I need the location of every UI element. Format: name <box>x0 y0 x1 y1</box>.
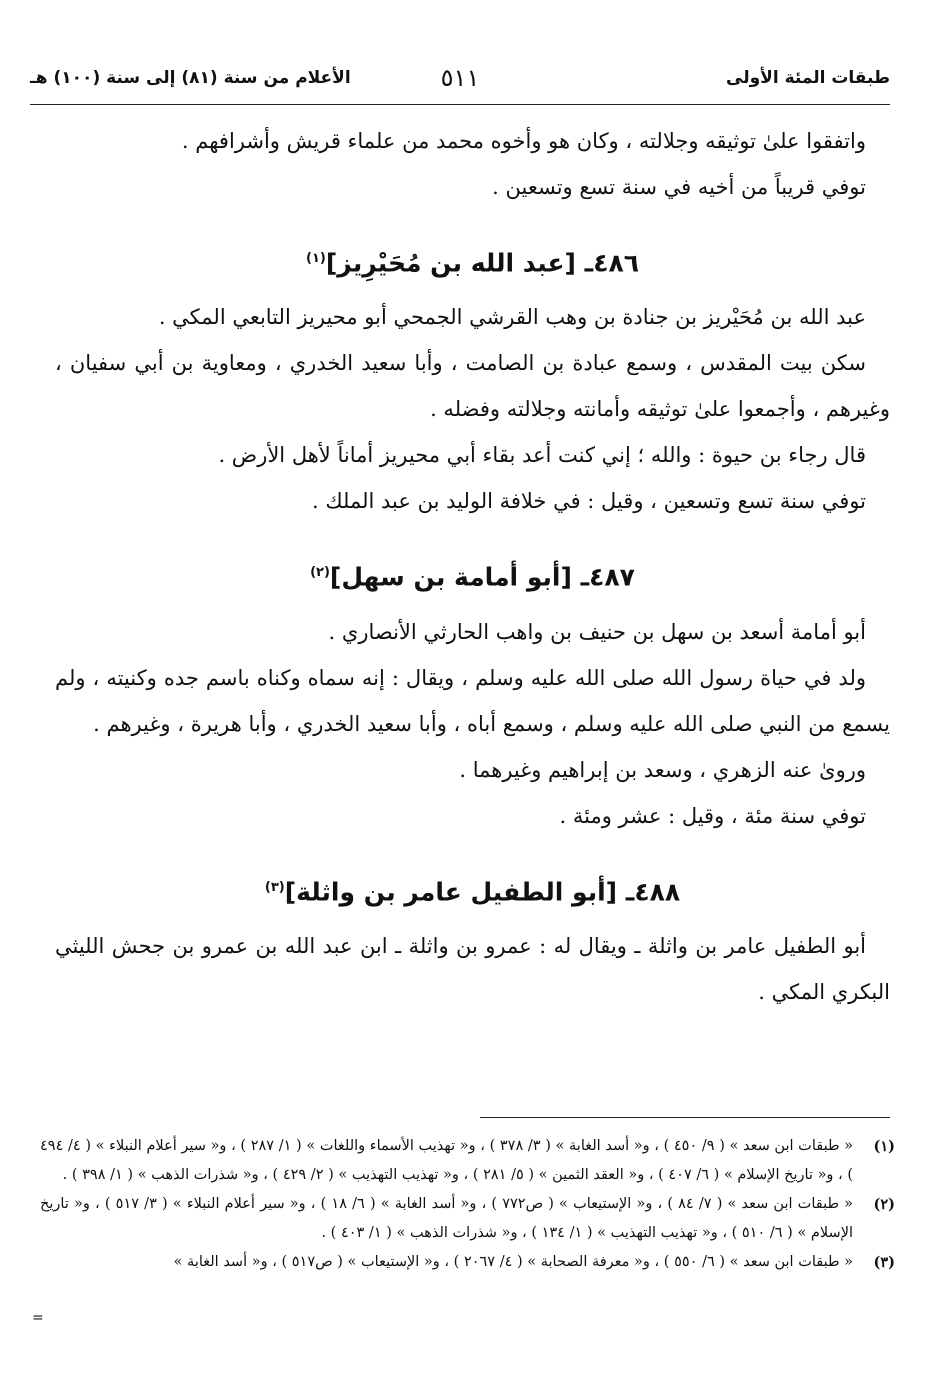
paragraph: توفي قريباً من أخيه في سنة تسع وتسعين . <box>492 175 866 199</box>
paragraph: أبو الطفيل عامر بن واثلة ـ ويقال له : عمرو بن واثلة ـ ابن عبد الله بن عمرو بن جحش الليثي البكري المكي . <box>55 933 890 1004</box>
footnote-text: « طبقات ابن سعد » ( ٦/ ٥٥٠ ) ، و« معرفة الصحابة » ( ٤/ ٢٠٦٧ ) ، و« الإستيعاب » ( ص٥١٧ ) ، و« أسد الغابة » <box>173 1254 853 1270</box>
footnotes <box>40 1132 895 1277</box>
footnote-ref: (٢) <box>310 565 330 581</box>
paragraph: توفي سنة تسع وتسعين ، وقيل : في خلافة الوليد بن عبد الملك . <box>311 489 866 514</box>
footnote-divider <box>480 1117 890 1118</box>
footnote-text: « طبقات ابن سعد » ( ٧/ ٨٤ ) ، و« الإستيعاب » ( ص٧٧٢ ) ، و« أسد الغابة » ( ٦/ ١٨ ) ، و« سير أعلام النبلاء » ( ٣/ ٥١٧ ) ، و« تاريخ الإسلام » ( ٦/ ٥١٠ ) ، و« تهذيب التهذيب » ( ١/ ١٣٤ ) ، و« شذرات الذهب » ( ١/ ٤٠٣ ) . <box>40 1196 853 1241</box>
paragraph: توفي سنة مئة ، وقيل : عشر ومئة . <box>559 803 866 828</box>
paragraph: قال رجاء بن حيوة : والله ؛ إني كنت أعد بقاء أبي محيريز أماناً لأهل الأرض . <box>218 443 866 468</box>
paragraph: عبد الله بن مُحَيْريز بن جنادة بن وهب القرشي الجمحي أبو محيريز التابعي المكي . <box>158 305 866 330</box>
footnote-text: « طبقات ابن سعد » ( ٩/ ٤٥٠ ) ، و« أسد الغابة » ( ٣/ ٣٧٨ ) ، و« تهذيب الأسماء واللغات » ( ١/ ٢٨٧ ) ، و« سير أعلام النبلاء » ( ٤/ ٤٩٤ ) ، و« تاريخ الإسلام » ( ٦/ ٤٠٧ ) ، و« العقد الثمين » ( ٥/ ٢٨١ ) ، و« تهذيب التهذيب » ( ٢/ ٤٢٩ ) ، و« شذرات الذهب » ( ١/ ٣٩٨ ) . <box>40 1138 853 1183</box>
entry-heading-text: ٤٨٦ـ [عبد الله بن مُحَيْرِيز] <box>325 248 639 278</box>
entry-heading-488 <box>55 865 890 915</box>
continuation-mark: = <box>32 1310 44 1326</box>
footnote-number: (٣) <box>873 1254 895 1271</box>
footnote-ref: (١) <box>306 251 326 266</box>
entry-heading-text: ٤٨٧ـ [أبو أمامة بن سهل] <box>329 562 635 592</box>
entry-heading-text: ٤٨٨ـ [أبو الطفيل عامر بن واثلة] <box>284 876 681 906</box>
footnote-number: (٢) <box>873 1196 895 1213</box>
running-head <box>30 64 890 100</box>
paragraph: واتفقوا علىٰ توثيقه وجلالته ، وكان هو وأخوه محمد من علماء قريش وأشرافهم . <box>181 129 866 153</box>
entry-heading-487 <box>55 550 890 600</box>
page-number: ٥١١ <box>440 64 480 92</box>
footnote <box>40 1190 895 1248</box>
footnote-number: (١) <box>873 1138 895 1155</box>
main-text <box>55 118 890 1015</box>
paragraph: وروىٰ عنه الزهري ، وسعد بن إبراهيم وغيرهما . <box>459 757 866 782</box>
paragraph: أبو أمامة أسعد بن سهل بن حنيف بن واهب الحارثي الأنصاري . <box>328 619 866 644</box>
paragraph: ولد في حياة رسول الله صلى الله عليه وسلم ، ويقال : إنه سماه وكناه باسم جده وكنيته ، ولم يسمع من النبي صلى الله عليه وسلم ، وسمع أباه ، وأبا سعيد الخدري ، وأبا هريرة ، وغيرهم . <box>55 665 890 736</box>
header-divider <box>30 104 890 105</box>
book-title: طبقات المئة الأولى <box>726 68 890 88</box>
footnote <box>40 1248 895 1277</box>
footnote <box>40 1132 895 1190</box>
footnote-ref: (٣) <box>264 879 285 895</box>
entry-heading-486 <box>55 236 890 286</box>
section-title: الأعلام من سنة (٨١) إلى سنة (١٠٠) هـ <box>30 68 351 88</box>
paragraph: سكن بيت المقدس ، وسمع عبادة بن الصامت ، وأبا سعيد الخدري ، ومعاوية بن أبي سفيان ، وغيرهم ، وأجمعوا علىٰ توثيقه وأمانته وجلالته وفضله . <box>55 351 890 422</box>
